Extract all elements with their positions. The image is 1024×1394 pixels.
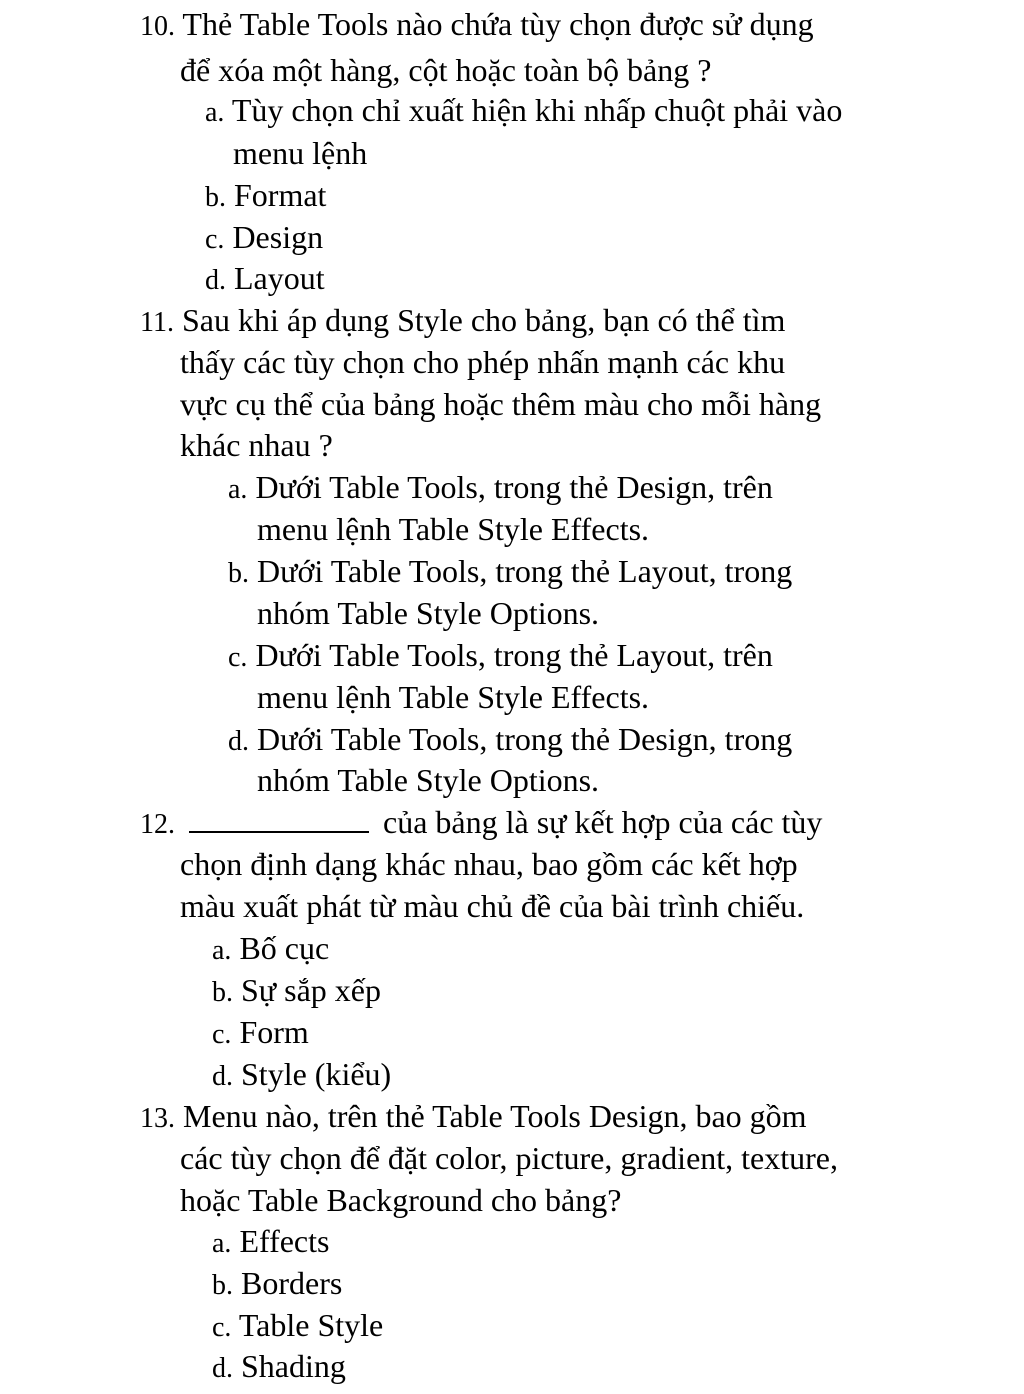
option-letter: d. [228,726,249,757]
option-text: Layout [234,260,325,296]
question-10-option-c [205,217,323,260]
option-letter: b. [205,182,226,213]
question-11-option-b [228,551,792,594]
option-letter: a. [228,474,248,505]
option-text: Tùy chọn chỉ xuất hiện khi nhấp chuột phải vào [231,92,843,128]
question-text: Sau khi áp dụng Style cho bảng, bạn có thể tìm [181,302,786,338]
question-13-option-b [212,1263,342,1306]
question-13-line-1 [140,1096,807,1139]
option-letter: b. [228,558,249,589]
question-11-option-a [228,467,773,510]
question-12-line-1 [140,802,822,845]
option-text: Shading [241,1348,346,1384]
option-text: Design [232,219,324,255]
question-11-option-d [228,719,792,762]
question-13-option-a [212,1221,329,1264]
option-letter: a. [212,935,232,966]
option-text: Dưới Table Tools, trong thẻ Layout, trong [257,553,793,589]
question-10-option-b [205,175,326,218]
option-text: Borders [241,1265,343,1301]
question-11-option-c-cont: menu lệnh Table Style Effects. [257,679,650,715]
answer-blank [189,805,369,833]
question-number: 13. [140,1103,175,1134]
question-13-option-c [212,1305,383,1348]
question-13-option-d [212,1346,346,1389]
question-11-option-c [228,635,773,678]
option-letter: c. [212,1019,232,1050]
question-10-option-d [205,258,325,301]
question-text: Thẻ Table Tools nào chứa tùy chọn được sử dụng [182,6,814,42]
question-11-line-3: vực cụ thể của bảng hoặc thêm màu cho mỗi hàng [180,386,822,422]
question-12-option-b [212,970,381,1013]
question-10-line-2: để xóa một hàng, cột hoặc toàn bộ bảng ? [180,52,712,88]
option-text: Format [234,177,327,213]
option-letter: c. [205,224,225,255]
option-text: Sự sắp xếp [241,972,381,1008]
option-letter: d. [212,1353,233,1384]
question-text: Menu nào, trên thẻ Table Tools Design, bao gồm [183,1098,807,1134]
question-11-option-a-cont: menu lệnh Table Style Effects. [257,511,650,547]
question-11-line-4: khác nhau ? [180,427,333,463]
question-number: 10. [140,11,175,42]
question-11-option-d-cont: nhóm Table Style Options. [257,762,600,798]
option-letter: a. [205,97,225,128]
option-text: Bố cục [239,930,330,966]
option-text: Style (kiểu) [241,1056,392,1092]
option-letter: a. [212,1228,232,1259]
question-text: của bảng là sự kết hợp của các tùy [383,804,823,840]
question-12-line-3: màu xuất phát từ màu chủ đề của bài trình chiếu. [180,888,805,924]
question-number: 12. [140,809,175,840]
question-number: 11. [140,307,174,338]
option-letter: d. [205,265,226,296]
question-11-line-2: thấy các tùy chọn cho phép nhấn mạnh các khu [180,344,786,380]
question-12-option-d [212,1054,391,1097]
option-text: Dưới Table Tools, trong thẻ Layout, trên [255,637,773,673]
option-text: Form [239,1014,309,1050]
option-text: Dưới Table Tools, trong thẻ Design, trên [255,469,773,505]
option-letter: b. [212,1270,233,1301]
option-letter: c. [228,642,248,673]
question-10-option-a-cont: menu lệnh [233,135,368,171]
question-13-line-3: hoặc Table Background cho bảng? [180,1182,622,1218]
option-text: Dưới Table Tools, trong thẻ Design, trong [257,721,793,757]
question-13-line-2: các tùy chọn để đặt color, picture, gradient, texture, [180,1140,838,1176]
option-text: Effects [239,1223,330,1259]
option-letter: c. [212,1312,232,1343]
option-letter: d. [212,1061,233,1092]
question-12-line-2: chọn định dạng khác nhau, bao gồm các kết hợp [180,846,798,882]
question-12-option-a [212,928,329,971]
option-text: Table Style [238,1307,384,1343]
question-11-line-1 [140,300,785,343]
question-12-option-c [212,1012,309,1055]
option-letter: b. [212,977,233,1008]
question-10-option-a [205,90,842,133]
question-11-option-b-cont: nhóm Table Style Options. [257,595,600,631]
question-10-line-1 [140,4,814,47]
